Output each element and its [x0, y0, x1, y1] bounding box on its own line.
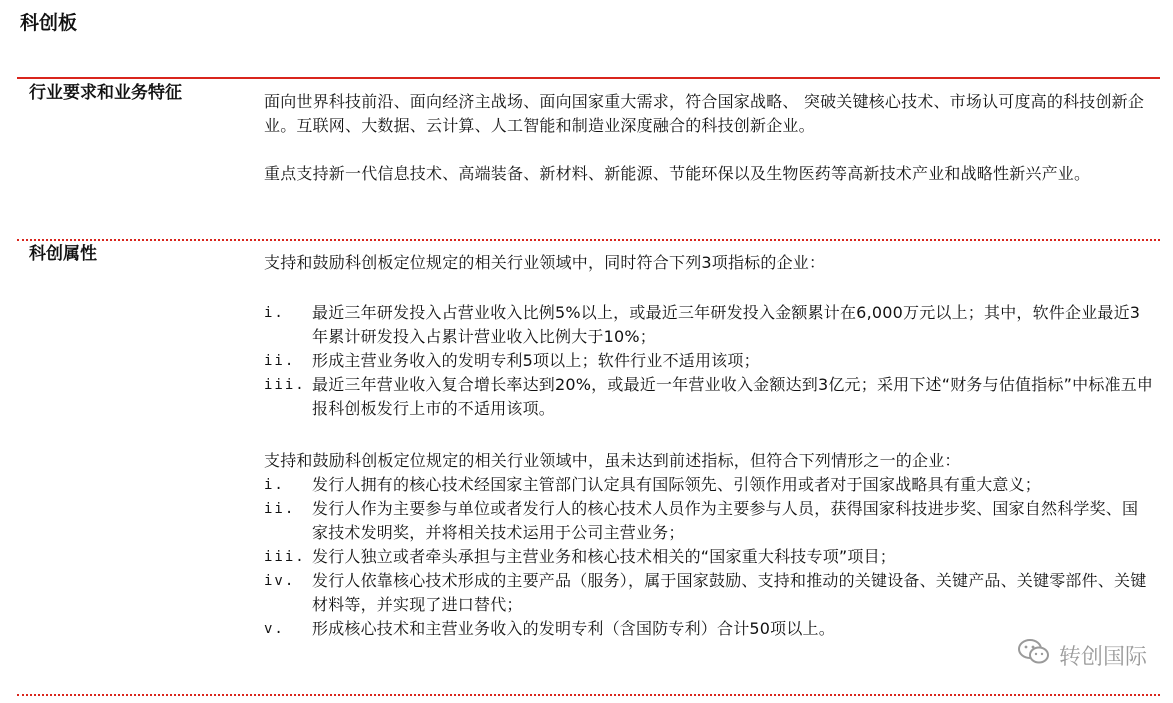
list-marker: ii.	[264, 501, 296, 517]
row-label-attribute: 科创属性	[29, 244, 97, 264]
list-item-text: 发行人拥有的核心技术经国家主管部门认定具有国际领先、引领作用或者对于国家战略具有重大意义；	[312, 475, 1042, 494]
list-item	[264, 569, 1154, 617]
page-title: 科创板	[20, 12, 78, 34]
list-item	[264, 301, 1154, 349]
list-item	[264, 473, 1154, 497]
row-label-industry: 行业要求和业务特征	[29, 83, 182, 103]
list-item	[264, 497, 1154, 545]
list-item	[264, 545, 1154, 569]
list-marker: iv.	[264, 573, 296, 589]
list-item-text: 发行人独立或者牵头承担与主营业务和核心技术相关的“国家重大科技专项”项目；	[312, 547, 896, 566]
row-divider	[17, 239, 1160, 241]
table-top-rule	[17, 77, 1160, 79]
list-item-text: 最近三年营业收入复合增长率达到20%，或最近一年营业收入金额达到3亿元；采用下述“财务与估值指标”中标准五申报科创板发行上市的不适用该项。	[312, 375, 1154, 418]
list-item-text: 发行人作为主要参与单位或者发行人的核心技术人员作为主要参与人员，获得国家科技进步奖、国家自然科学奖、国家技术发明奖，并将相关技术运用于公司主营业务；	[312, 499, 1139, 542]
watermark	[1017, 638, 1147, 672]
list-item	[264, 373, 1154, 421]
row-content-industry	[264, 90, 1154, 186]
table-bottom-rule	[17, 694, 1160, 696]
list-marker: iii.	[264, 377, 306, 393]
list-marker: ii.	[264, 353, 296, 369]
intro-text: 支持和鼓励科创板定位规定的相关行业领域中，虽未达到前述指标，但符合下列情形之一的企业：	[264, 451, 961, 470]
wechat-icon	[1017, 638, 1051, 672]
list-item-text: 发行人依靠核心技术形成的主要产品（服务），属于国家鼓励、支持和推动的关键设备、关键产品、关键零部件、关键材料等，并实现了进口替代；	[312, 571, 1147, 614]
list-marker: v.	[264, 621, 285, 637]
row-content-attribute	[264, 251, 1154, 641]
paragraph: 面向世界科技前沿、面向经济主战场、面向国家重大需求，符合国家战略、 突破关键核心技术、市场认可度高的科技创新企业。互联网、大数据、云计算、人工智能和制造业深度融合的科技创新企业。	[264, 92, 1145, 135]
paragraph: 重点支持新一代信息技术、高端装备、新材料、新能源、节能环保以及生物医药等高新技术产业和战略性新兴产业。	[264, 164, 1091, 183]
watermark-text: 转创国际	[1058, 644, 1147, 670]
list-item-text: 形成主营业务收入的发明专利5项以上；软件行业不适用该项；	[312, 351, 760, 370]
list-marker: i.	[264, 477, 285, 493]
situations-list	[264, 473, 1154, 641]
list-item-text: 最近三年研发投入占营业收入比例5%以上，或最近三年研发投入金额累计在6,000万元以上；其中，软件企业最近3年累计研发投入占累计营业收入比例大于10%；	[312, 303, 1141, 346]
list-marker: iii.	[264, 549, 306, 565]
list-item-text: 形成核心技术和主营业务收入的发明专利（含国防专利）合计50项以上。	[312, 619, 835, 638]
list-marker: i.	[264, 305, 285, 321]
list-item	[264, 349, 1154, 373]
criteria-list	[264, 301, 1154, 421]
intro-text: 支持和鼓励科创板定位规定的相关行业领域中，同时符合下列3项指标的企业：	[264, 253, 826, 272]
